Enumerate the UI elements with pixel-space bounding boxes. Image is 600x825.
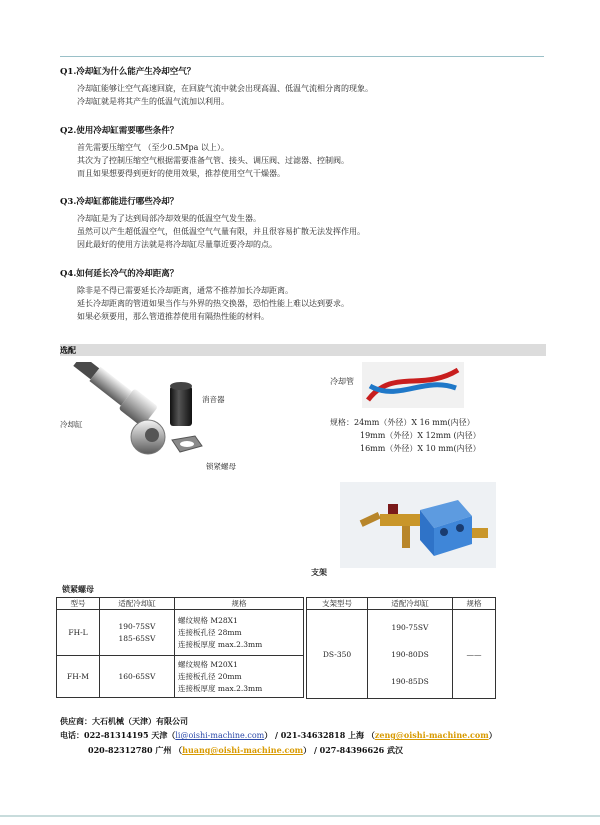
fit-cell: 160-65SV bbox=[100, 656, 175, 698]
answer-line: 除非是不得已需要延长冷却距离，通常不推荐加长冷却距离。 bbox=[77, 286, 293, 295]
spec-line: 连接板厚度 max.2.3mm bbox=[178, 639, 263, 649]
answer-line: 虽然可以产生超低温空气，但低温空气气量有限，并且很容易扩散无法发挥作用。 bbox=[77, 227, 365, 236]
model-cell: FH-M bbox=[57, 656, 100, 698]
phone-tianjin: 022-81314195 天津（ bbox=[84, 730, 176, 740]
faq-q2 bbox=[60, 126, 540, 180]
table-header-row bbox=[307, 598, 496, 610]
locknut-table bbox=[56, 597, 304, 698]
column-header: 规格 bbox=[453, 598, 496, 610]
column-header: 规格 bbox=[175, 598, 304, 610]
table-row bbox=[57, 656, 304, 698]
email-link[interactable]: zeng@oishi-machine.com bbox=[374, 730, 489, 740]
spec-line: 连接板孔径 28mm bbox=[178, 627, 242, 637]
spec-cell: —— bbox=[453, 610, 496, 699]
fit-value: 190-75SV bbox=[391, 622, 429, 632]
bracket-table bbox=[306, 597, 496, 699]
faq-q1 bbox=[60, 67, 540, 108]
column-header: 型号 bbox=[57, 598, 100, 610]
answer-line: 如果必须要用，那么管道推荐使用有隔热性能的材料。 bbox=[77, 312, 269, 321]
column-header: 适配冷却缸 bbox=[368, 598, 453, 610]
model-cell: FH-L bbox=[57, 610, 100, 656]
phone-shanghai: ） / 021-34632818 上海 （ bbox=[264, 730, 375, 740]
email-link[interactable]: huang@oishi-machine.com bbox=[182, 745, 304, 755]
fit-cell bbox=[368, 610, 453, 699]
fit-value: 190-85DS bbox=[391, 676, 429, 686]
answer-line: 而且如果想要得到更好的使用效果，推荐使用空气干燥器。 bbox=[77, 169, 285, 178]
phone-label: 电话： bbox=[60, 730, 84, 740]
fit-value: 190-80DS bbox=[391, 649, 429, 659]
fit-value: 190-75SV bbox=[118, 622, 156, 631]
answer-line: 首先需要压缩空气 （至少0.5Mpa 以上）。 bbox=[77, 143, 229, 152]
model-cell: DS-350 bbox=[307, 610, 368, 699]
question-title: Q1.冷却缸为什么能产生冷却空气？ bbox=[60, 67, 196, 77]
cooling-tube-image bbox=[362, 362, 464, 408]
options-section-bar bbox=[60, 344, 546, 356]
column-header: 适配冷却缸 bbox=[100, 598, 175, 610]
fit-cell bbox=[100, 610, 175, 656]
tube-spec-title: 规格： bbox=[330, 418, 354, 427]
answer bbox=[60, 284, 540, 323]
paren-close: ） bbox=[488, 730, 497, 740]
table-row bbox=[307, 610, 496, 699]
phone-guangzhou: 020-82312780 广州 （ bbox=[88, 745, 183, 755]
vortex-cooler-image bbox=[60, 362, 240, 472]
question-title: Q2.使用冷却缸需要哪些条件？ bbox=[60, 126, 179, 136]
cooler-label: 冷却缸 bbox=[60, 420, 83, 429]
tube-spec-row: 19mm（外径）X 12mm (内径） bbox=[360, 431, 481, 440]
answer bbox=[60, 82, 540, 108]
spec-line: 连接板厚度 max.2.3mm bbox=[178, 683, 263, 693]
spec-line: 连接板孔径 20mm bbox=[178, 671, 242, 681]
faq-q3 bbox=[60, 197, 540, 251]
question-title: Q4.如何延长冷气的冷却距离？ bbox=[60, 269, 179, 279]
contact-block bbox=[60, 714, 497, 757]
answer-line: 其次为了控制压缩空气根据需要准备气管、接头、调压阀、过滤器、控制阀。 bbox=[77, 156, 349, 165]
email-link[interactable]: li@oishi-machine.com bbox=[175, 731, 265, 740]
bracket-image bbox=[340, 482, 496, 568]
tube-spec-row: 16mm（外径）X 10 mm(内径） bbox=[360, 444, 481, 453]
faq-q4 bbox=[60, 269, 540, 323]
answer-line: 因此最好的使用方法就是将冷却缸尽量靠近要冷却的点。 bbox=[77, 240, 277, 249]
answer-line: 冷却缸是为了达到局部冷却效果的低温空气发生器。 bbox=[77, 214, 261, 223]
tube-label: 冷却管 bbox=[330, 377, 354, 386]
answer-line: 冷却缸就是将其产生的低温气流加以利用。 bbox=[77, 97, 229, 106]
phone-wuhan: ） / 027-84396626 武汉 bbox=[303, 745, 403, 755]
footer-rule bbox=[0, 815, 600, 817]
table-header-row bbox=[57, 598, 304, 610]
bracket-label: 支架 bbox=[311, 567, 327, 577]
answer-line: 冷却缸能够让空气高速回旋，在回旋气流中就会出现高温、低温气流相分离的现象。 bbox=[77, 84, 373, 93]
fit-value: 185-65SV bbox=[118, 634, 156, 643]
question-title: Q3.冷却缸都能进行哪些冷却？ bbox=[60, 197, 179, 207]
silencer-label: 消音器 bbox=[202, 395, 225, 404]
locknut-label: 锁紧螺母 bbox=[206, 462, 236, 471]
locknut-table-title: 锁紧螺母 bbox=[62, 584, 94, 594]
answer-line: 延长冷却距离的管道如果当作与外界的热交换器，恐怕性能上难以达到要求。 bbox=[77, 299, 349, 308]
answer bbox=[60, 212, 540, 251]
contact-line bbox=[60, 743, 497, 757]
section-title: 选配 bbox=[60, 345, 76, 355]
tube-spec-row bbox=[330, 416, 481, 429]
spec-line: 螺纹规格 M20X1 bbox=[178, 659, 238, 669]
tube-spec-value: 24mm（外径）X 16 mm(内径） bbox=[354, 418, 475, 427]
table-row bbox=[57, 610, 304, 656]
spec-line: 螺纹规格 M28X1 bbox=[178, 615, 238, 625]
tube-spec bbox=[330, 416, 481, 455]
column-header: 支架型号 bbox=[307, 598, 368, 610]
spec-cell bbox=[175, 610, 304, 656]
answer bbox=[60, 141, 540, 180]
spec-cell bbox=[175, 656, 304, 698]
supplier-name: 供应商：大石机械（天津）有限公司 bbox=[60, 716, 188, 726]
contact-line bbox=[60, 728, 497, 743]
header-rule bbox=[60, 56, 544, 57]
